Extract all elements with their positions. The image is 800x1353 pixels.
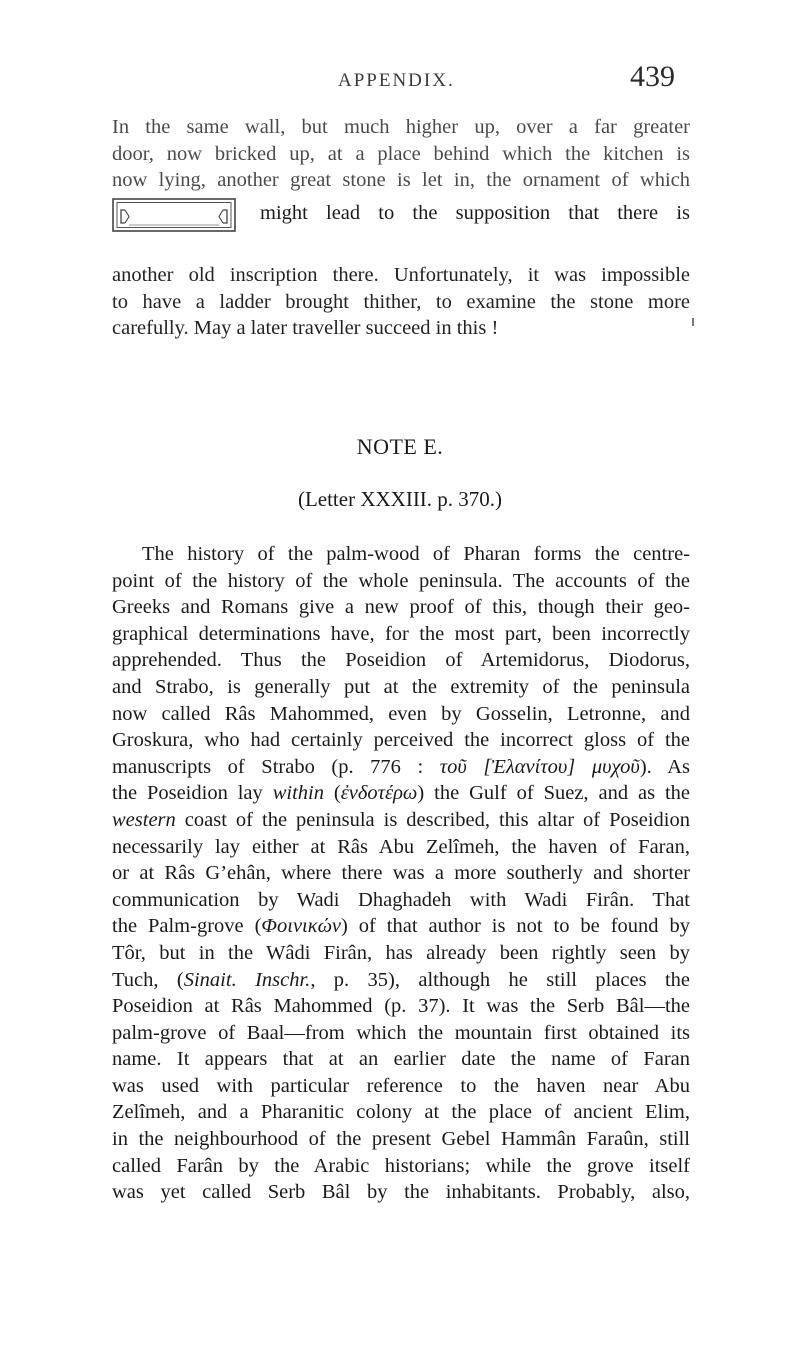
text-line: Groskura, who had certainly perceived the incorrect gloss of the — [112, 729, 690, 752]
text-line — [112, 807, 690, 834]
ornament-line — [112, 194, 690, 234]
text-run: , p. 35), although he still places the — [310, 968, 690, 991]
text-line: in the neighbourhood of the present Gebel Hammân Faraûn, still — [112, 1128, 690, 1151]
text-line — [112, 913, 690, 940]
text-line: and Strabo, is generally put at the extremity of the peninsula — [112, 675, 690, 698]
text-line: point of the history of the whole peninsula. The accounts of the — [112, 569, 690, 592]
text-run: Tuch, ( — [112, 968, 184, 991]
text-line: to have a ladder brought thither, to examine the stone more — [112, 290, 690, 313]
greek-phrase: ἐνδοτέρω — [340, 782, 418, 805]
text-line: now lying, another great stone is let in, the ornament of which — [112, 169, 690, 192]
italic-word: western — [112, 808, 176, 831]
text-line: The history of the palm-wood of Pharan forms the centre- — [142, 543, 690, 565]
text-line: name. It appears that at an earlier date the name of Faran — [112, 1048, 690, 1071]
text-line: was yet called Serb Bâl by the inhabitants. Probably, also, — [112, 1181, 690, 1204]
text-line: might lead to the supposition that there is — [260, 201, 690, 224]
text-line: now called Râs Mahommed, even by Gosselin, Letronne, and — [112, 702, 690, 725]
greek-phrase: Φοινικών — [261, 915, 341, 938]
text-line: called Farân by the Arabic historians; while the grove itself — [112, 1154, 690, 1177]
running-head — [0, 56, 800, 96]
text-line: another old inscription there. Unfortunately, it was impossible — [112, 264, 690, 286]
paragraph-ladder — [112, 262, 690, 342]
text-run: ) the Gulf of Suez, and as the — [417, 782, 691, 805]
text-line: palm-grove of Baal—from which the mountain first obtained its — [112, 1021, 690, 1044]
text-line: graphical determinations have, for the most part, been incorrectly — [112, 622, 690, 645]
text-line: Zelîmeh, and a Pharanitic colony at the place of ancient Elim, — [112, 1101, 690, 1124]
text-run: the Palm-grove ( — [112, 915, 262, 938]
tabula-ansata-icon — [112, 198, 236, 232]
text-line: or at Râs G’ehân, where there was a more southerly and shorter — [112, 862, 690, 885]
text-run: manuscripts of Strabo (p. 776 : — [112, 755, 440, 778]
paragraph-palm-wood — [112, 541, 690, 1206]
text-line — [112, 967, 690, 994]
text-line: necessarily lay either at Râs Abu Zelîmeh, the haven of Faran, — [112, 835, 690, 858]
text-line: Poseidion at Râs Mahommed (p. 37). It was the Serb Bâl—the — [112, 995, 690, 1018]
note-heading: NOTE E. — [356, 434, 444, 459]
text-line: apprehended. Thus the Poseidion of Artemidorus, Diodorus, — [112, 649, 690, 672]
greek-phrase: τοῦ [Ἐλανίτου] μυχοῦ — [439, 755, 640, 778]
running-title: APPENDIX. — [338, 70, 455, 91]
text-run: the Poseidion lay — [112, 782, 273, 805]
text-line: In the same wall, but much higher up, over a far greater — [112, 116, 690, 138]
text-line: was used with particular reference to the haven near Abu — [112, 1074, 690, 1097]
text-line: communication by Wadi Dhaghadeh with Wadi Firân. That — [112, 888, 690, 911]
page-number: 439 — [630, 60, 675, 93]
text-run: ( — [323, 782, 341, 805]
text-line: door, now bricked up, at a place behind which the kitchen is — [112, 142, 690, 165]
text-line: carefully. May a later traveller succeed in this ! — [112, 317, 499, 340]
text-line: Tôr, but in the Wâdi Firân, has already been rightly seen by — [112, 941, 690, 964]
text-line — [112, 754, 690, 781]
margin-speck — [692, 318, 694, 326]
text-run: ). As — [639, 755, 690, 778]
text-run: coast of the peninsula is described, this altar of Poseidion — [175, 808, 690, 831]
italic-citation: Sinait. Inschr. — [183, 968, 311, 991]
text-line — [112, 780, 690, 807]
text-run: ) of that author is not to be found by — [341, 915, 690, 938]
note-reference: (Letter XXXIII. p. 370.) — [297, 487, 503, 511]
italic-word: within — [272, 782, 324, 805]
paragraph-wall-stone — [112, 114, 690, 234]
text-line: Greeks and Romans give a new proof of this, though their geo- — [112, 596, 690, 619]
